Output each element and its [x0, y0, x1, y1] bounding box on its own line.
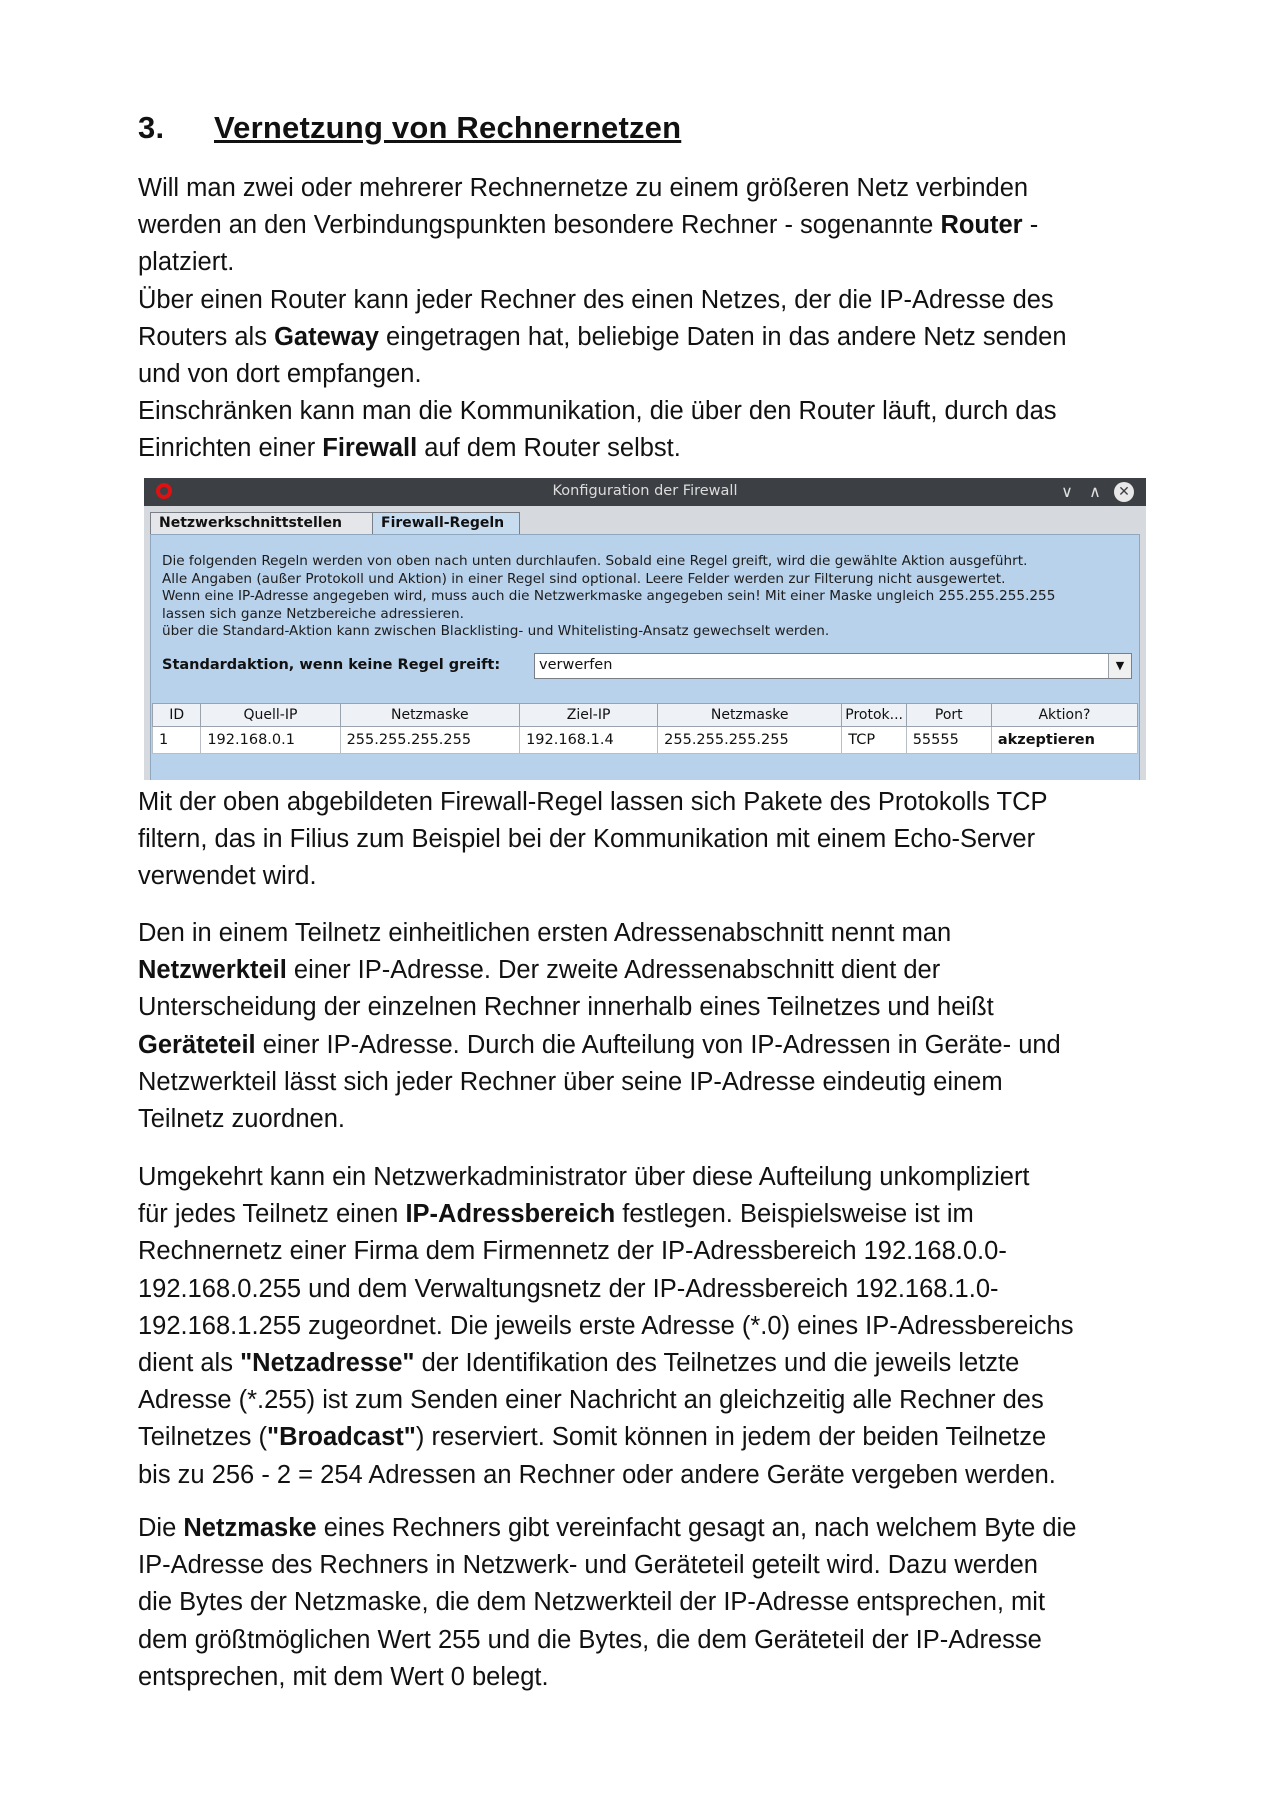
text-span: Die [138, 1514, 184, 1542]
table-cell[interactable]: 255.255.255.255 [340, 727, 520, 754]
text-line [138, 1196, 1148, 1233]
text-line [138, 1419, 1148, 1456]
firewall-rules-table [152, 703, 1138, 754]
text-line: Teilnetz zuordnen. [138, 1105, 345, 1134]
text-line: Rechnernetz einer Firma dem Firmennetz der IP-Adressbereich 192.168.0.0- [138, 1237, 1007, 1266]
text-line: Einschränken kann man die Kommunikation, die über den Router läuft, durch das [138, 397, 1057, 426]
table-cell[interactable]: 255.255.255.255 [658, 727, 842, 754]
term-geraeteteil: Geräteteil [138, 1030, 256, 1059]
text-line: 192.168.1.255 zugeordnet. Die jeweils erste Adresse (*.0) eines IP-Adressbereichs [138, 1311, 1074, 1340]
tab-firewall-regeln[interactable]: Firewall-Regeln [372, 512, 520, 534]
term-router: Router [940, 211, 1023, 240]
tab-netzwerkschnittstellen[interactable]: Netzwerkschnittstellen [150, 512, 373, 534]
default-action-label: Standardaktion, wenn keine Regel greift: [162, 657, 501, 673]
text-span: einer IP-Adresse. Durch die Aufteilung von IP-Adressen in Geräte- und [255, 1030, 1061, 1059]
column-header[interactable]: Netzmaske [658, 704, 842, 727]
text-line: Unterscheidung der einzelnen Rechner innerhalb eines Teilnetzes und heißt [138, 993, 994, 1022]
text-line: platziert. [138, 248, 235, 277]
text-line [138, 430, 1148, 467]
table-cell[interactable]: TCP [842, 727, 906, 754]
text-line [138, 1345, 1148, 1382]
text-line: dem größtmöglichen Wert 255 und die Bytes, die dem Geräteteil der IP-Adresse [138, 1625, 1042, 1654]
text-span: werden an den Verbindungspunkten besondere Rechner - sogenannte [138, 211, 941, 240]
text-line [138, 319, 1148, 356]
firewall-dialog-screenshot [144, 478, 1146, 780]
default-action-value: verwerfen [539, 657, 613, 673]
intro-paragraph [138, 170, 1148, 468]
text-line: IP-Adresse des Rechners in Netzwerk- und Geräteteil geteilt wird. Dazu werden [138, 1551, 1038, 1580]
netzwerkteil-paragraph [138, 915, 1148, 1138]
text-line: Über einen Router kann jeder Rechner des einen Netzes, der die IP-Adresse des [138, 285, 1054, 314]
maximize-icon[interactable]: ∧ [1089, 482, 1101, 501]
text-span: dient als [138, 1349, 241, 1378]
text-line: Netzwerkteil lässt sich jeder Rechner über seine IP-Adresse eindeutig einem [138, 1067, 1003, 1096]
section-number: 3. [138, 110, 165, 145]
column-header[interactable]: Quell-IP [201, 704, 340, 727]
dialog-title: Konfiguration der Firewall [552, 483, 738, 499]
table-cell[interactable]: 192.168.0.1 [201, 727, 340, 754]
netzmaske-paragraph [138, 1510, 1148, 1696]
text-span: Routers als [138, 322, 275, 351]
column-header[interactable]: Protok... [842, 704, 906, 727]
term-firewall: Firewall [322, 434, 418, 463]
text-line [138, 1027, 1148, 1064]
text-span: Einrichten einer [138, 434, 323, 463]
table-row[interactable] [153, 727, 1138, 754]
text-line: filtern, das in Filius zum Beispiel bei der Kommunikation mit einem Echo-Server [138, 825, 1036, 854]
term-gateway: Gateway [274, 322, 379, 351]
default-action-select[interactable] [534, 653, 1132, 679]
text-line: Umgekehrt kann ein Netzwerkadministrator über diese Aufteilung unkompliziert [138, 1163, 1030, 1191]
dialog-titlebar [144, 478, 1146, 506]
text-line [138, 952, 1148, 989]
text-line: Adresse (*.255) ist zum Senden einer Nachricht an gleichzeitig alle Rechner des [138, 1386, 1044, 1415]
text-line [138, 207, 1148, 244]
term-netzwerkteil: Netzwerkteil [138, 956, 287, 985]
column-header[interactable]: Ziel-IP [520, 704, 658, 727]
column-header[interactable]: Netzmaske [340, 704, 520, 727]
column-header[interactable]: ID [153, 704, 201, 727]
info-line: Die folgenden Regeln werden von oben nach unten durchlaufen. Sobald eine Regel greift, wird die gewählte Aktion ausgeführt. [162, 553, 1028, 569]
table-cell[interactable]: 55555 [906, 727, 991, 754]
table-header-row [153, 704, 1138, 727]
close-icon[interactable]: ✕ [1114, 482, 1134, 502]
text-line: und von dort empfangen. [138, 360, 422, 389]
text-span: der Identifikation des Teilnetzes und die jeweils letzte [414, 1349, 1020, 1378]
term-netzadresse: "Netzadresse" [240, 1349, 415, 1378]
minimize-icon[interactable]: ∨ [1061, 482, 1073, 501]
text-span: für jedes Teilnetz einen [138, 1200, 406, 1229]
text-line: bis zu 256 - 2 = 254 Adressen an Rechner oder andere Geräte vergeben werden. [138, 1460, 1056, 1489]
info-line: Wenn eine IP-Adresse angegeben wird, muss auch die Netzwerkmaske angegeben sein! Mit einer Maske ungleich 255.255.255.255 [162, 588, 1056, 605]
column-header[interactable]: Port [906, 704, 991, 727]
term-broadcast: "Broadcast" [266, 1423, 416, 1452]
text-span: Teilnetzes ( [138, 1423, 267, 1452]
info-line: lassen sich ganze Netzbereiche adressieren. [162, 605, 464, 622]
text-line: 192.168.0.255 und dem Verwaltungsnetz der IP-Adressbereich 192.168.1.0- [138, 1274, 999, 1303]
text-line: verwendet wird. [138, 862, 317, 891]
text-line: Will man zwei oder mehrerer Rechnernetze zu einem größeren Netz verbinden [138, 174, 1029, 202]
default-action-row [162, 653, 1132, 679]
text-span: - [1022, 211, 1039, 240]
text-span: einer IP-Adresse. Der zweite Adressenabschnitt dient der [286, 956, 941, 985]
text-span: ) reserviert. Somit können in jedem der beiden Teilnetze [415, 1423, 1047, 1452]
table-cell[interactable]: 1 [153, 727, 201, 754]
rules-info-text [162, 553, 1132, 641]
term-netzmaske: Netzmaske [183, 1514, 317, 1542]
table-cell[interactable]: akzeptieren [991, 727, 1137, 754]
text-line: Den in einem Teilnetz einheitlichen ersten Adressenabschnitt nennt man [138, 919, 952, 947]
info-line: über die Standard-Aktion kann zwischen Blacklisting- und Whitelisting-Ansatz gewechselt werden. [162, 623, 830, 640]
column-header[interactable]: Aktion? [991, 704, 1137, 727]
term-ip-adressbereich: IP-Adressbereich [405, 1200, 616, 1229]
firewall-rule-paragraph [138, 784, 1148, 896]
table-cell[interactable]: 192.168.1.4 [520, 727, 658, 754]
text-line: Mit der oben abgebildeten Firewall-Regel lassen sich Pakete des Protokolls TCP [138, 788, 1048, 816]
section-heading [138, 110, 681, 146]
info-line: Alle Angaben (außer Protokoll und Aktion) in einer Regel sind optional. Leere Felder werden zur Filterung nicht ausgewertet. [162, 570, 1006, 587]
text-span: eines Rechners gibt vereinfacht gesagt an, nach welchem Byte die [316, 1514, 1077, 1542]
section-title: Vernetzung von Rechnernetzen [214, 110, 682, 145]
adressbereich-paragraph [138, 1159, 1148, 1494]
text-span: eingetragen hat, beliebige Daten in das andere Netz senden [378, 322, 1067, 351]
firewall-rules-panel [150, 534, 1140, 780]
text-line: die Bytes der Netzmaske, die dem Netzwerkteil der IP-Adresse entsprechen, mit [138, 1588, 1046, 1617]
text-line: entsprechen, mit dem Wert 0 belegt. [138, 1662, 549, 1691]
dropdown-arrow-icon[interactable]: ▼ [1108, 654, 1131, 678]
text-line [138, 1510, 1148, 1547]
text-span: festlegen. Beispielsweise ist im [615, 1200, 974, 1229]
text-span: auf dem Router selbst. [417, 434, 681, 463]
